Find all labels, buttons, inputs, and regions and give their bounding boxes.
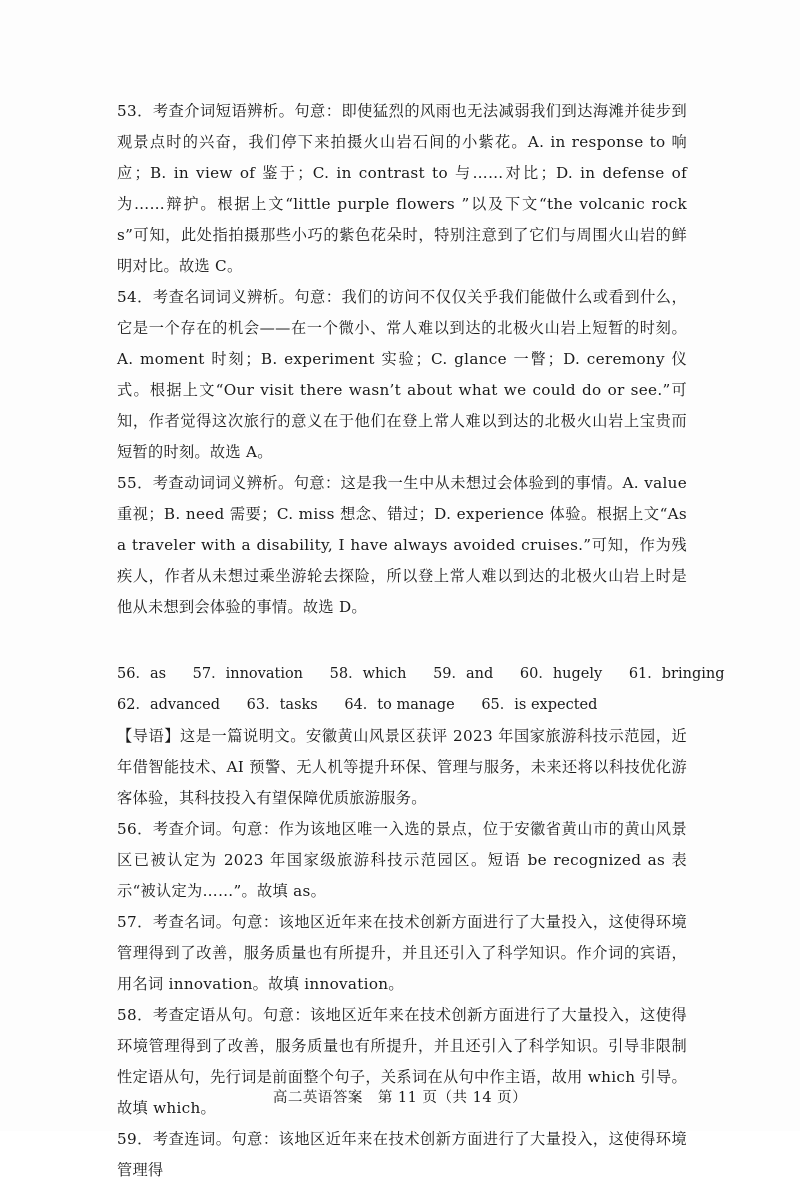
answer-56: 56．as	[117, 666, 167, 682]
answer-60: 60．hugely	[519, 666, 603, 682]
answer-64: 64．to manage	[344, 697, 455, 713]
passage-intro: 【导语】这是一篇说明文。安徽黄山风景区获评 2023 年国家旅游科技示范园，近年借智能技术、AI 预警、无人机等提升环保、管理与服务，未来还将以科技优化游客体验，其科技投入有望保障优质旅游服务。	[117, 727, 687, 807]
answer-57: 57．innovation	[192, 666, 304, 682]
answer-key	[117, 659, 725, 721]
answer-62: 62．advanced	[117, 697, 221, 713]
explanation-58: 58．考查定语从句。句意：该地区近年来在技术创新方面进行了大量投入，这使得环境管理得到了改善，服务质量也有所提升，并且还引入了科学知识。引导非限制性定语从句，先行词是前面整个句子，关系词在从句中作主语，故用 which 引导。故填 which。	[117, 1006, 687, 1117]
answer-row-1	[117, 659, 725, 690]
page-content	[117, 96, 725, 1186]
explanation-55: 55．考查动词词义辨析。句意：这是我一生中从未想过会体验到的事情。A. value 重视；B. need 需要；C. miss 想念、错过；D. experience 体验。根据上文“As a traveler with a disability, I have always avoided cruises.”可知，作为残疾人，作者从未想过乘坐游轮去探险，所以登上常人难以到达的北极火山岩上时是他从未想到会体验的事情。故选 D。	[117, 474, 687, 616]
answer-65: 65．is expected	[481, 697, 598, 713]
answer-58: 58．which	[329, 666, 407, 682]
answer-61: 61．bringing	[628, 666, 725, 682]
page-footer: 高二英语答案 第 11 页（共 14 页）	[272, 1090, 528, 1106]
explanation-53: 53．考查介词短语辨析。句意：即使猛烈的风雨也无法减弱我们到达海滩并徒步到观景点时的兴奋，我们停下来拍摄火山岩石间的小紫花。A. in response to 响应；B. in view of 鉴于；C. in contrast to 与……对比；D. in defense of 为……辩护。根据上文“little purple flowers ”以及下文“the volcanic rocks”可知，此处指拍摄那些小巧的紫色花朵时，特别注意到了它们与周围火山岩的鲜明对比。故选 C。	[117, 102, 687, 275]
answer-row-2	[117, 690, 687, 721]
answer-59: 59．and	[433, 666, 494, 682]
explanation-54: 54．考查名词词义辨析。句意：我们的访问不仅仅关乎我们能做什么或看到什么，它是一个存在的机会——在一个微小、常人难以到达的北极火山岩上短暂的时刻。A. moment 时刻；B. experiment 实验；C. glance 一瞥；D. ceremony 仪式。根据上文“Our visit there wasn’t about what we could do or see.”可知，作者觉得这次旅行的意义在于他们在登上常人难以到达的北极火山岩上宝贵而短暂的时刻。故选 A。	[117, 288, 687, 461]
explanation-59: 59．考查连词。句意：该地区近年来在技术创新方面进行了大量投入，这使得环境管理得	[117, 1130, 687, 1179]
explanation-56: 56．考查介词。句意：作为该地区唯一入选的景点，位于安徽省黄山市的黄山风景区已被认定为 2023 年国家级旅游科技示范园区。短语 be recognized as 表示“被认定为……”。故填 as。	[117, 820, 687, 900]
explanation-57: 57．考查名词。句意：该地区近年来在技术创新方面进行了大量投入，这使得环境管理得到了改善，服务质量也有所提升，并且还引入了科学知识。作介词的宾语，用名词 innovation。故填 innovation。	[117, 913, 687, 993]
answer-63: 63．tasks	[246, 697, 318, 713]
